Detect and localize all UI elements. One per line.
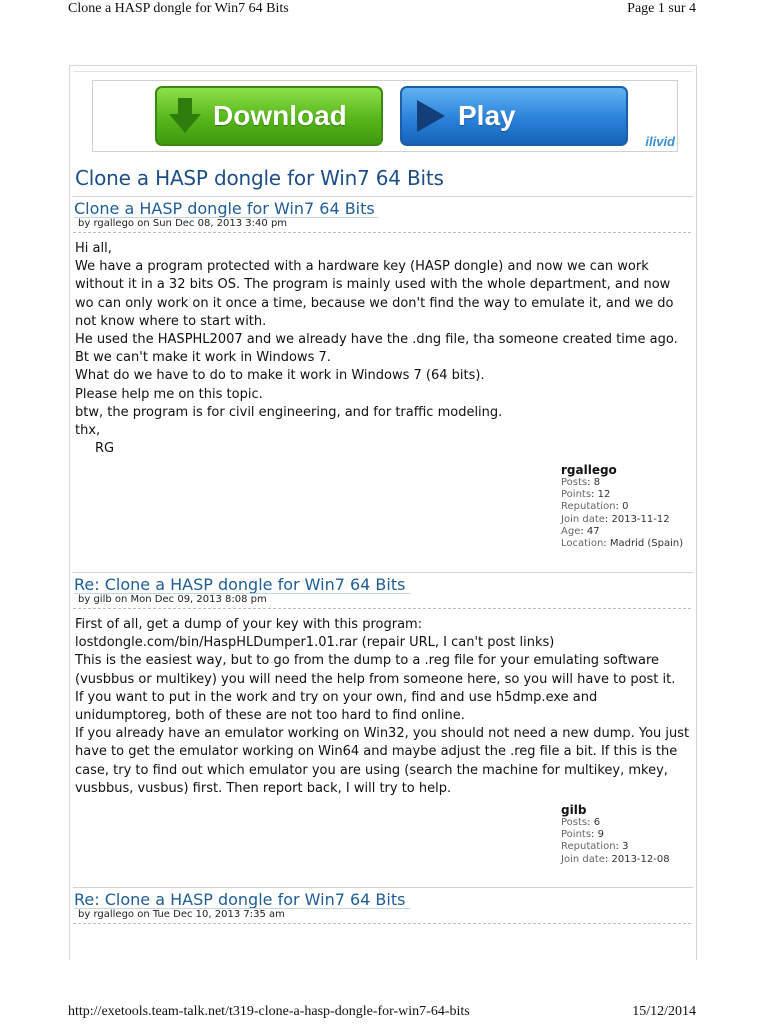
divider [73,887,693,888]
print-header [0,0,768,20]
post-meta: by rgallego on Sun Dec 08, 2013 3:40 pm [78,218,288,229]
print-header-title: Clone a HASP dongle for Win7 64 Bits [68,1,289,16]
user-profile: gilb Posts: 6 Points: 9 Reputation: 3 Join date: 2013-12-08 [561,803,670,865]
post-title-link[interactable]: Clone a HASP dongle for Win7 64 Bits [74,199,375,218]
post-body: Hi all, We have a program protected with a hardware key (HASP dongle) and now we can work without it in a 32 bits OS. The program is mainly used with the whole department, and now wo can only work on it once a time, because we don't find the way to emulate it, and we do not know where to start with. He used the HASPHL2007 and we already have the .dng file, tha someone created time ago. Bt we can't make it work in Windows 7. What do we have to do to make it work in Windows 7 (64 bits). Please help me on this topic. btw, the program is for civil engineering, and for traffic modeling. thx, RG [75,240,690,458]
post-body: First of all, get a dump of your key with this program: lostdongle.com/bin/HaspHLDumper1.01.rar (repair URL, I can't post links) This is the easiest way, but to go from the dump to a .reg file for your emulating software (vusbbus or multikey) you will need the help from someone here, so you will have to post it. If you want to put in the work and try on your own, find and use h5dmp.exe and unidumptoreg, both of these are not too hard to find online. If you already have an emulator working on Win32, you should not need a new dump. You just have to get the emulator working on Win64 and maybe adjust the .reg file a bit. If this is the case, try to find out which emulator you are using (search the machine for multikey, mkey, vusbbus, vusbus) first. Then report back, I will try to help. [75,617,690,796]
post-author-link[interactable]: rgallego [93,218,135,229]
post-author-link[interactable]: gilb [93,594,112,605]
download-label: Download [213,100,347,131]
divider [73,608,691,609]
divider [73,923,691,924]
divider [73,232,691,233]
divider [73,572,693,573]
profile-username[interactable]: gilb [561,803,587,817]
post-signature: RG [95,441,115,457]
print-header-page: Page 1 sur 4 [627,1,696,16]
print-footer-date: 15/12/2014 [632,1004,696,1019]
play-label: Play [458,100,516,131]
ad-banner [92,80,678,152]
user-profile: rgallego Posts: 8 Points: 12 Reputation: 0 Join date: 2013-11-12 Age: 47 Location: Madrid (Spain) [561,463,684,550]
profile-username[interactable]: rgallego [561,463,617,477]
play-icon [402,88,458,144]
print-footer-url: http://exetools.team-talk.net/t319-clone-a-hasp-dongle-for-win7-64-bits [68,1004,470,1019]
page-title: Clone a HASP dongle for Win7 64 Bits [75,166,444,190]
ad-brand-logo: ilivid [645,134,675,149]
print-footer [0,1002,768,1024]
play-button[interactable] [400,86,628,146]
post-title-link[interactable]: Re: Clone a HASP dongle for Win7 64 Bits [74,890,406,909]
post-author-link[interactable]: rgallego [93,909,135,920]
post-meta: by gilb on Mon Dec 09, 2013 8:08 pm [78,594,267,605]
post-title-link[interactable]: Re: Clone a HASP dongle for Win7 64 Bits [74,575,406,594]
download-button[interactable] [155,86,383,146]
post-meta: by rgallego on Tue Dec 10, 2013 7:35 am [78,909,285,920]
divider [73,196,693,197]
download-arrow-icon [157,88,213,144]
